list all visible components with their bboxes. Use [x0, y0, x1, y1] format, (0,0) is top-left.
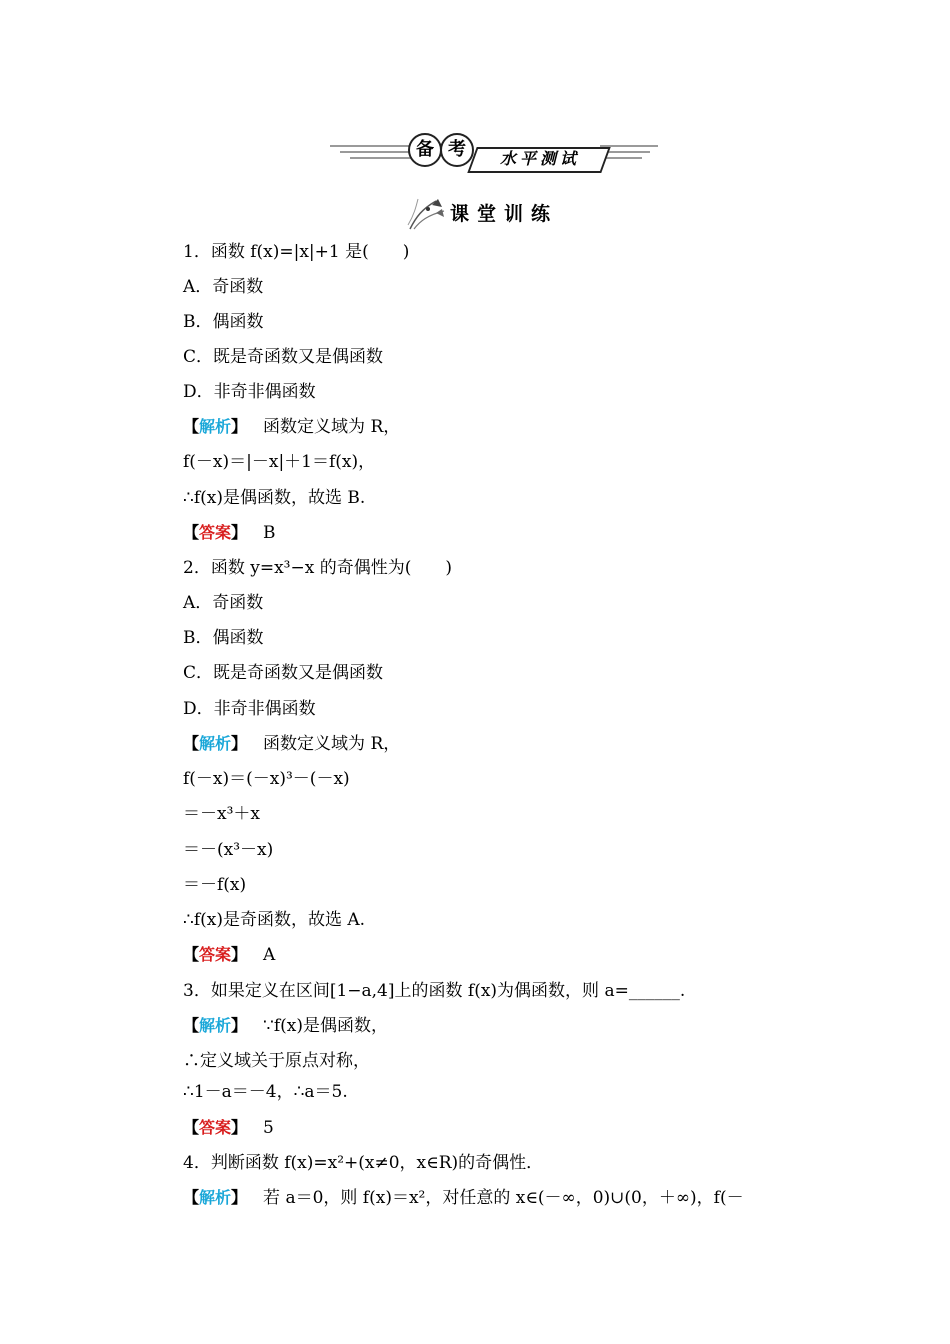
- q3-analysis-3: ∴1－a＝－4，∴a＝5.: [183, 1082, 348, 1102]
- question-3-stem: 3．如果定义在区间[1−a,4]上的函数 f(x)为偶函数，则 a=______.: [183, 981, 686, 1001]
- question-1-stem: 1．函数 f(x)=|x|+1 是( ): [183, 242, 410, 262]
- analysis-label: 解析: [199, 417, 232, 436]
- q2-analysis-text: 函数定义域为 R，: [263, 734, 401, 754]
- q2-answer: A: [263, 945, 276, 965]
- q3-analysis-line: [183, 1014, 388, 1038]
- bracket-open: 【: [183, 734, 200, 753]
- bracket-close: 】: [231, 523, 248, 542]
- analysis-label: 解析: [199, 1188, 232, 1207]
- bracket-close: 】: [231, 1118, 248, 1137]
- q1-analysis-line: [183, 415, 400, 439]
- q2-analysis-2: f(－x)＝(－x)³－(－x): [183, 769, 350, 789]
- q3-answer: 5: [263, 1118, 274, 1138]
- bracket-close: 】: [231, 734, 248, 753]
- banner-line: [330, 145, 415, 147]
- bracket-open: 【: [183, 1188, 200, 1207]
- bracket-open: 【: [183, 417, 200, 436]
- bracket-open: 【: [183, 523, 200, 542]
- banner-badge-right: 考: [440, 133, 474, 167]
- q1-analysis-text: 函数定义域为 R，: [263, 417, 401, 437]
- q1-option-c: C．既是奇函数又是偶函数: [183, 347, 384, 367]
- banner-line: [340, 151, 415, 153]
- answer-label: 答案: [199, 945, 232, 964]
- bracket-open: 【: [183, 1118, 200, 1137]
- bracket-close: 】: [231, 1016, 248, 1035]
- analysis-label: 解析: [199, 1016, 232, 1035]
- bracket-open: 【: [183, 945, 200, 964]
- q2-analysis-line: [183, 732, 400, 756]
- q2-analysis-3: ＝－x³＋x: [183, 804, 260, 824]
- banner-subtitle: 水平测试: [499, 149, 580, 168]
- banner-badge-left: 备: [408, 133, 442, 167]
- question-2-stem: 2．函数 y=x³−x 的奇偶性为( ): [183, 558, 452, 578]
- q1-option-a: A．奇函数: [183, 277, 264, 297]
- q2-option-b: B．偶函数: [183, 628, 264, 648]
- bracket-open: 【: [183, 1016, 200, 1035]
- q2-analysis-6: ∴f(x)是奇函数，故选 A.: [183, 910, 366, 930]
- question-4-stem: 4．判断函数 f(x)=x²+(x≠0，x∈R)的奇偶性．: [183, 1153, 544, 1173]
- answer-label: 答案: [199, 1118, 232, 1137]
- q1-analysis-2: f(－x)＝|－x|＋1＝f(x)，: [183, 452, 376, 472]
- q3-answer-line: [183, 1116, 274, 1140]
- q1-analysis-3: ∴f(x)是偶函数，故选 B.: [183, 488, 366, 508]
- q2-answer-line: [183, 943, 275, 967]
- q1-answer-line: [183, 521, 276, 545]
- answer-label: 答案: [199, 523, 232, 542]
- q1-option-d: D．非奇非偶函数: [183, 382, 316, 402]
- banner-line: [350, 157, 415, 159]
- q1-answer: B: [263, 523, 276, 543]
- q1-option-b: B．偶函数: [183, 312, 264, 332]
- q3-analysis-text: ∵f(x)是偶函数，: [263, 1016, 389, 1036]
- q2-analysis-5: ＝－f(x): [183, 875, 247, 895]
- orchid-icon: [406, 195, 450, 231]
- bracket-close: 】: [231, 1188, 248, 1207]
- bracket-close: 】: [231, 417, 248, 436]
- bracket-close: 】: [231, 945, 248, 964]
- q4-analysis-line: [183, 1186, 744, 1210]
- section-title: 课堂训练: [450, 203, 559, 225]
- q2-option-c: C．既是奇函数又是偶函数: [183, 663, 384, 683]
- q2-analysis-4: ＝－(x³－x): [183, 840, 274, 860]
- q4-analysis-text: 若 a＝0，则 f(x)＝x²，对任意的 x∈(－∞，0)∪(0，＋∞)，f(－: [263, 1188, 744, 1208]
- q2-option-a: A．奇函数: [183, 593, 264, 613]
- analysis-label: 解析: [199, 734, 232, 753]
- header-banner: [330, 133, 660, 179]
- q2-option-d: D．非奇非偶函数: [183, 699, 316, 719]
- q3-analysis-2: ∴定义域关于原点对称，: [183, 1051, 370, 1071]
